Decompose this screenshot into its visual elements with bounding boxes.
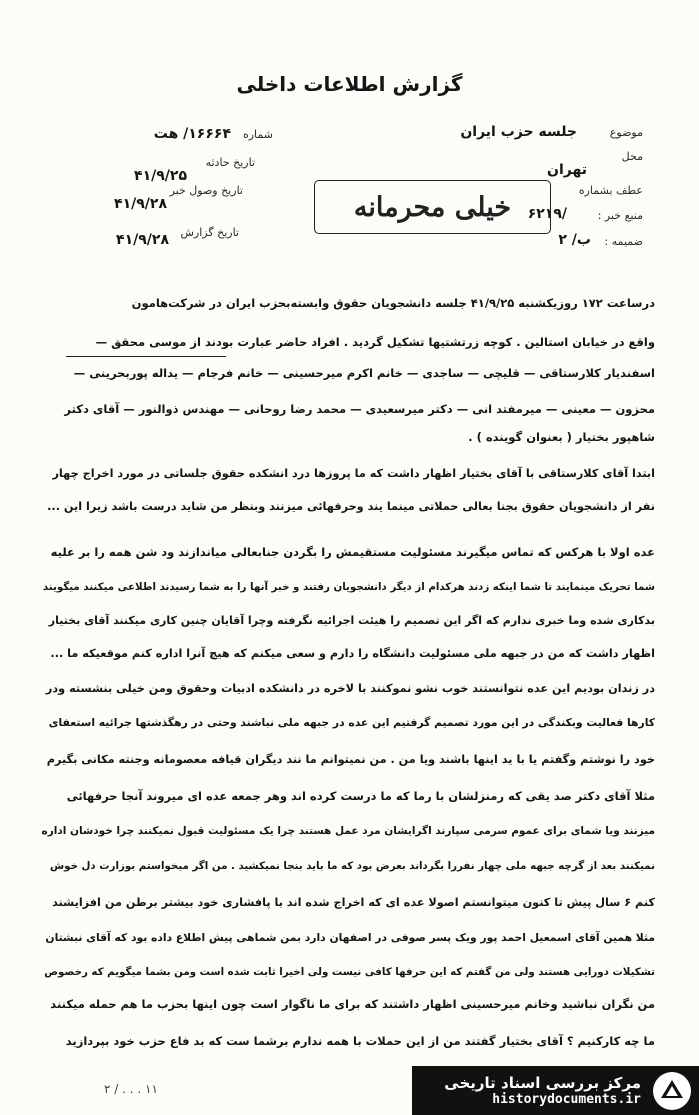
number-value: ۱۶۶۶۴/ ه‍ت [153,126,231,142]
received-date-label: تاریخ وصول خبر [169,184,243,197]
location-value: تهران [547,162,587,178]
reference-label: عطف بشماره [578,184,643,197]
attachment-label: ضمیمه : [604,235,643,248]
event-date-label: تاریخ حادثه [205,156,255,169]
report-date-value: ۴۱/۹/۲۸ [116,232,169,248]
body-line: مثلا آقای دکتر صد یقی که رمنزلشان با رما که ما درست کرده اند وهر جمعه عده ای میروند آنجا حرفهائی [66,789,655,803]
received-date-value: ۴۱/۹/۲۸ [114,196,167,212]
body-line: من نگران نباشید وخانم میرحسینی اظهار داشتند که برای ما ناگوار است چون اینها بحزب ما هم حمله میکنند [50,997,655,1011]
body-line: در زندان بودیم این عده نتوانستند خوب نشو نموکنند با لاخره در دانشکده ادبیات وحقوق ومن خیلی بنشسته ودر [45,682,655,695]
body-line: شاهپور بختیار ( بعنوان گوینده ) . [468,430,655,444]
body-line: نمیکنند بعد از گرچه جبهه ملی چهار نفررا بگرداند بعرض بود که ما باید بنجا نمیکشید . من اگر میخواستم بوزارت دل خوش [50,860,655,872]
body-line: واقع در خیابان استالین . کوچه زرتشتیها تشکیل گردید . افراد حاضر عبارت بودند از موسی محقق — [95,335,655,349]
body-line: مثلا همین آقای اسمعیل احمد پور ویک پسر صوفی در اصفهان دارد بمن شماهی پیش اطلاع داده بود که آقای نبشتان [45,931,655,944]
handwritten-underline [66,356,226,357]
body-line: درساعت ۱۷۲ روزیکشنبه ۴۱/۹/۲۵ جلسه دانشجویان حقوق وابسته‌بحزب ایران در شرکت‌هامون [131,296,655,310]
body-line: عده اولا با هرکس که تماس میگیرند مسئولیت مستقیمش را بگردن جنابعالی میاندازند ود شن همه را بر علیه [50,545,655,559]
archive-logo-icon [653,1072,691,1110]
body-line: کنم ۶ سال پیش تا کنون میتوانستم اصولا عده ای که اخراج شده اند با پافشاری خود بیشتر برطن من افزایشند [52,896,655,909]
source-value: ۶۲۱۹/ [527,206,567,222]
subject-value: جلسه حزب ایران [460,124,577,140]
source-label: منبع خبر : [597,209,643,222]
body-line: ابتدا آقای کلارستاقی با آقای بختیار اظهار داشت که ما پروزها درد انشکده حقوق جلساتی در مورد اخراج چهار [52,467,655,480]
body-line: بدکاری شده وما خبری ندارم که اگر این تصمیم را هیئت اجرائیه نگرفته وچرا آقایان چنین کاری میکنند آقای بختیار [48,614,655,627]
archive-watermark-logo [412,1066,699,1115]
body-line: شما تحریک مینمایند تا شما اینکه زدند هرکدام از دیگر دانشجویان رفتند و خبر آنها را به شما رسیدند اطلاعی میکنند میگویند [42,581,655,593]
classification-stamp-text: خیلی محرمانه [353,191,512,223]
document-title: گزارش اطلاعات داخلی [236,72,463,96]
body-line: تشکیلات دورایی هستند ولی من گفتم که این حرفها کافی نیست ولی اخیرا ثابت شده است ومن بشما میگویم که رخصوص [44,966,655,978]
body-line: میزنند ویا شمای برای عموم سرمی سپارند اگرایشان مرد عمل هستند چرا یک مسئولیت قبول نمیکنند چرا خودشان اداره [41,825,655,837]
body-line: اسفندیار کلارستاقی — قلیچی — ساجدی — خانم اکرم میرحسینی — خانم فرجام — یداله پوربحرینی — [73,366,655,380]
archive-name-persian: مرکز بررسی اسناد تاریخی [444,1073,641,1092]
classification-stamp [314,180,551,234]
archive-website: historydocuments.ir [492,1091,641,1107]
number-label: شماره [242,128,273,141]
body-line: کارها فعالیت وبکندگی در این مورد تصمیم گرفتیم این عده در جبهه ملی نباشند وحتی در رهگذشتها جرائیه استعفای [48,716,655,729]
report-date-label: تاریخ گزارش [180,226,239,239]
body-line: خود را نوشتم وگفتم یا با ید اینها باشند ویا من . من نمیتوانم ما نند دیگران قیافه معصومانه وجنته مکانی بگیرم [46,753,655,766]
body-line: اظهار داشت که من در جبهه ملی مسئولیت دانشگاه را دارم و سعی میکنم که هیچ آنرا اداره کنم موقعیکه ما ... [50,647,655,660]
event-date-value: ۴۱/۹/۲۵ [134,168,187,184]
body-line: محزون — معینی — میرمفتد انی — دکتر میرسعیدی — محمد رضا روحانی — مهندس ذوالنور — آقای دکتر [64,402,655,416]
subject-label: موضوع [609,126,643,139]
body-line: نفر از دانشجویان حقوق بجنا بعالی حملاتی مینما یند وحرفهائی میزنند وبنظر من شاید درست باشد زیرا این ... [47,500,655,513]
location-label: محل [621,150,643,163]
footer-page-marks: ۲ / . . . ۱۱ [104,1082,158,1096]
attachment-value: ب/ ۲ [558,232,591,248]
body-line: ما چه کارکنیم ؟ آقای بختیار گفتند من از این حملات با همه ندارم برشما ست که بد فاع حزب خود بپردازید [65,1034,655,1048]
